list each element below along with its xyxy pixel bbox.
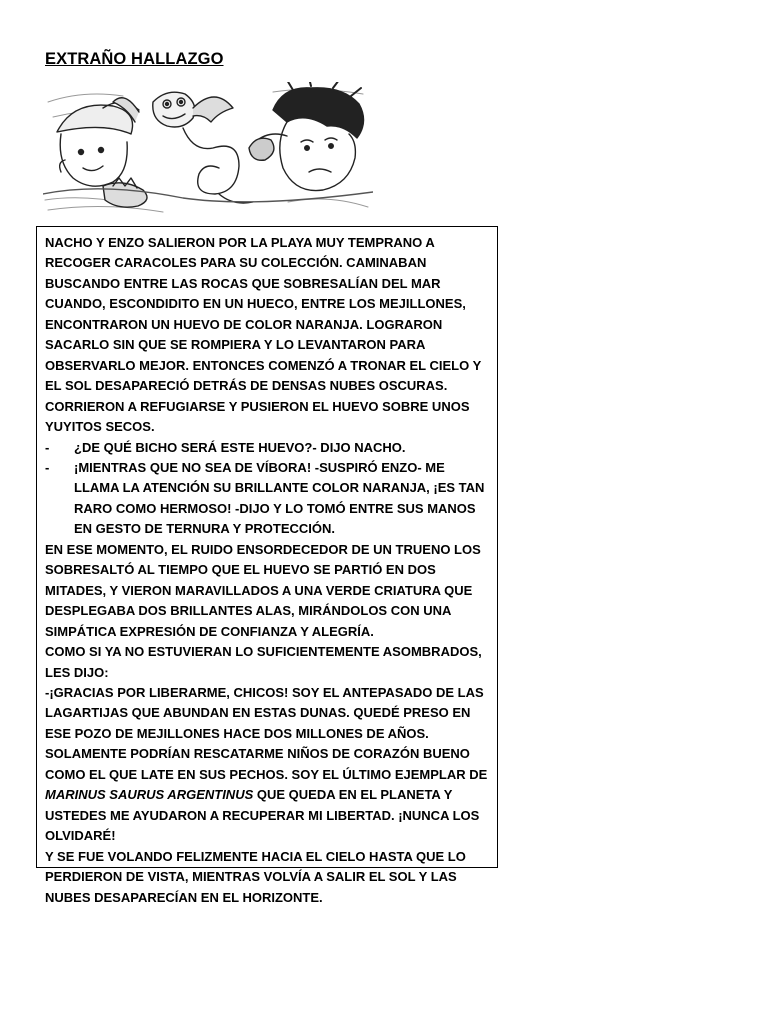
story-paragraph xyxy=(45,683,489,847)
dialog-text: ¿DE QUÉ BICHO SERÁ ESTE HUEVO?- DIJO NACHO. xyxy=(74,439,406,455)
cartoon-children-dinosaur-icon xyxy=(43,82,373,214)
story-text: -¡GRACIAS POR LIBERARME, CHICOS! SOY EL ANTEPASADO DE LAS LAGARTIJAS QUE ABUNDAN EN ESTAS DUNAS. QUEDÉ PRESO EN ESE POZO DE MEJILLONES HACE DOS MILLONES DE AÑOS. SOLAMENTE PODRÍAN RESCATARME NIÑOS DE CORAZÓN BUENO COMO EL QUE LATE EN SUS PECHOS. SOY EL ÚLTIMO EJEMPLAR DE xyxy=(45,684,488,782)
dialog-dash: - xyxy=(45,459,50,475)
dialog-dash: - xyxy=(45,439,50,455)
species-name: MARINUS SAURUS ARGENTINUS xyxy=(45,787,254,803)
story-paragraph: Y SE FUE VOLANDO FELIZMENTE HACIA EL CIELO HASTA QUE LO PERDIERON DE VISTA, MIENTRAS VOLVÍA A SALIR EL SOL Y LAS NUBES DESAPARECÍAN EN EL HORIZONTE. xyxy=(45,848,466,905)
story-paragraph: NACHO Y ENZO SALIERON POR LA PLAYA MUY TEMPRANO A RECOGER CARACOLES PARA SU COLECCIÓN. CAMINABAN BUSCANDO ENTRE LAS ROCAS QUE SOBRESALÍAN DEL MAR CUANDO, ESCONDIDITO EN UN HUECO, ENTRE LOS MEJILLONES, ENCONTRARON UN HUEVO DE COLOR NARANJA. LOGRARON SACARLO SIN QUE SE ROMPIERA Y LO LEVANTARON PARA OBSERVARLO MEJOR. ENTONCES COMENZÓ A TRONAR EL CIELO Y EL SOL DESAPARECIÓ DETRÁS DE DENSAS NUBES OSCURAS. CORRIERON A REFUGIARSE Y PUSIERON EL HUEVO SOBRE UNOS YUYITOS SECOS. xyxy=(45,235,482,435)
dialog-line xyxy=(45,458,489,540)
dialog-text: ¡MIENTRAS QUE NO SEA DE VÍBORA! -SUSPIRÓ ENZO- ME LLAMA LA ATENCIÓN SU BRILLANTE COLOR NARANJA, ¡ES TAN RARO COMO HERMOSO! -DIJO Y LO TOMÓ ENTRE SUS MANOS EN GESTO DE TERNURA Y PROTECCIÓN. xyxy=(74,459,485,537)
story-text-box xyxy=(36,226,498,905)
page-title: EXTRAÑO HALLAZGO xyxy=(45,50,224,68)
story-paragraph: COMO SI YA NO ESTUVIERAN LO SUFICIENTEMENTE ASOMBRADOS, LES DIJO: xyxy=(45,644,482,680)
story-paragraph: EN ESE MOMENTO, EL RUIDO ENSORDECEDOR DE UN TRUENO LOS SOBRESALTÓ AL TIEMPO QUE EL HUEVO SE PARTIÓ EN DOS MITADES, Y VIERON MARAVILLADOS A UNA VERDE CRIATURA QUE DESPLEGABA DOS BRILLANTES ALAS, MIRÁNDOLOS CON UNA SIMPÁTICA EXPRESIÓN DE CONFIANZA Y ALEGRÍA. xyxy=(45,541,481,639)
story-text: QUE QUEDA EN EL PLANETA Y USTEDES ME AYUDARON A RECUPERAR MI LIBERTAD. ¡NUNCA LOS OLVIDARÉ! xyxy=(45,787,480,844)
dialog-line xyxy=(45,438,489,458)
